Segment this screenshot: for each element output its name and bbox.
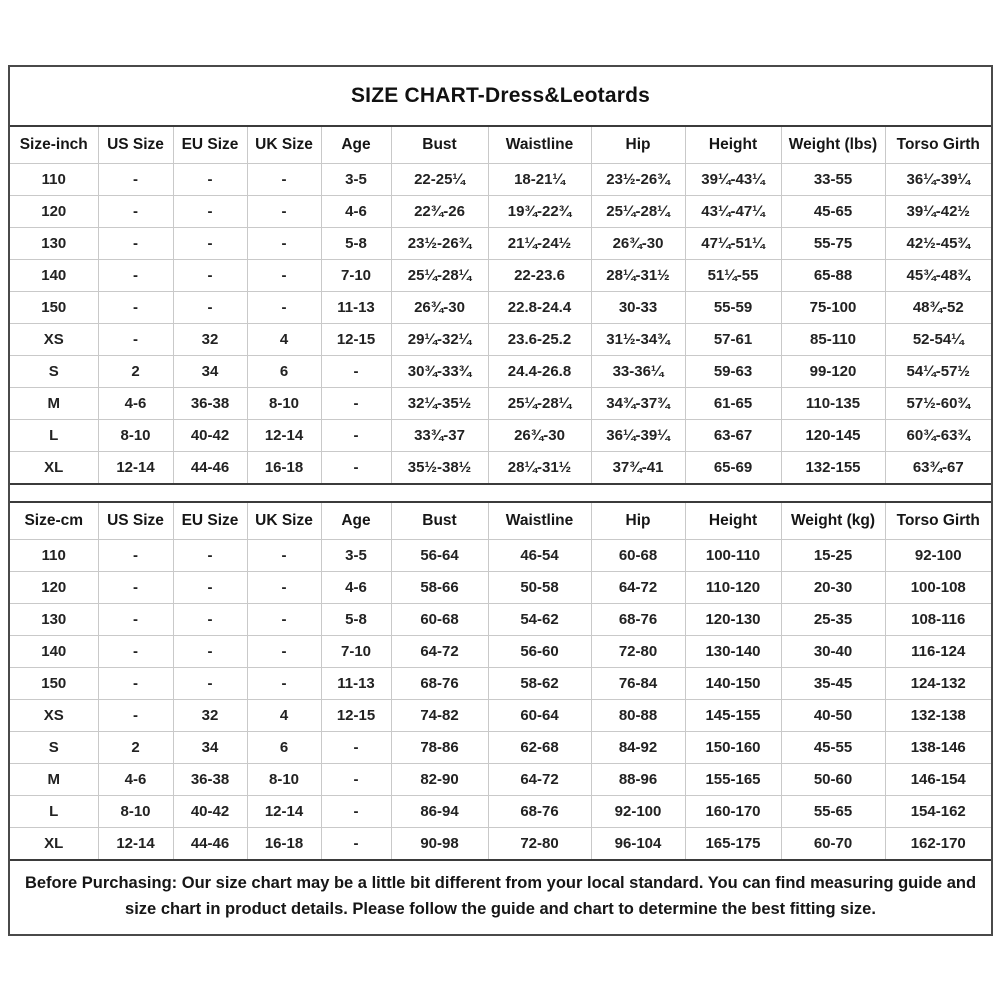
header-row [10,502,991,540]
table-cell: 33-36¼ [591,356,685,388]
table-cell: 19¾-22¾ [488,196,591,228]
table-cell: - [98,164,173,196]
table-cell: 8-10 [98,420,173,452]
table-cell: 92-100 [591,796,685,828]
header-row [10,126,991,164]
table-cell: 29¼-32¼ [391,324,488,356]
table-cell: M [10,764,98,796]
table-cell: 39¼-42½ [885,196,991,228]
table-cell: 31½-34¾ [591,324,685,356]
table-row [10,796,991,828]
table-cell: 26¾-30 [591,228,685,260]
table-cell: 50-58 [488,572,591,604]
size-table-inch [10,125,991,485]
table-cell: 154-162 [885,796,991,828]
table-cell: 145-155 [685,700,781,732]
table-cell: 35½-38½ [391,452,488,485]
table-cell: 12-15 [321,700,391,732]
table-cell: 76-84 [591,668,685,700]
table-cell: 74-82 [391,700,488,732]
table-cell: - [173,292,247,324]
column-header: Bust [391,502,488,540]
table-cell: 48¾-52 [885,292,991,324]
table-cell: - [98,260,173,292]
table-cell: 58-62 [488,668,591,700]
table-cell: - [247,164,321,196]
table-cell: - [247,228,321,260]
table-cell: 124-132 [885,668,991,700]
table-cell: XL [10,828,98,861]
table-cell: 58-66 [391,572,488,604]
table-cell: 132-138 [885,700,991,732]
table-cell: 64-72 [488,764,591,796]
column-header: UK Size [247,126,321,164]
table-cell: 20-30 [781,572,885,604]
table-cell: 34¾-37¾ [591,388,685,420]
table-row [10,452,991,485]
table-cell: 88-96 [591,764,685,796]
table-cell: 2 [98,356,173,388]
table-cell: - [173,260,247,292]
table-cell: 22-25¼ [391,164,488,196]
column-header: UK Size [247,502,321,540]
table-cell: 26¾-30 [391,292,488,324]
table-cell: 45-55 [781,732,885,764]
table-cell: 63¾-67 [885,452,991,485]
table-cell: 11-13 [321,292,391,324]
table-cell: 28¼-31½ [488,452,591,485]
column-header: Waistline [488,126,591,164]
table-cell: 120 [10,572,98,604]
table-cell: - [173,228,247,260]
table-cell: 26¾-30 [488,420,591,452]
table-row [10,636,991,668]
table-cell: - [173,164,247,196]
table-cell: 54¼-57½ [885,356,991,388]
table-row [10,228,991,260]
table-row [10,196,991,228]
table-cell: - [98,540,173,572]
table-cell: 84-92 [591,732,685,764]
table-cell: 55-59 [685,292,781,324]
table-cell: 57-61 [685,324,781,356]
table-cell: - [247,636,321,668]
table-cell: 110 [10,540,98,572]
table-cell: 155-165 [685,764,781,796]
table-cell: 52-54¼ [885,324,991,356]
table-cell: - [321,356,391,388]
table-cell: - [98,604,173,636]
table-cell: 4-6 [98,764,173,796]
table-cell: 140 [10,260,98,292]
table-cell: 165-175 [685,828,781,861]
table-cell: 110-120 [685,572,781,604]
table-cell: 35-45 [781,668,885,700]
table-cell: M [10,388,98,420]
table-cell: - [98,196,173,228]
table-cell: S [10,732,98,764]
table-cell: 64-72 [591,572,685,604]
table-cell: 40-42 [173,420,247,452]
table-cell: 130-140 [685,636,781,668]
table-cell: 8-10 [98,796,173,828]
table-cell: 150-160 [685,732,781,764]
table-cell: 72-80 [488,828,591,861]
table-cell: 7-10 [321,260,391,292]
table-cell: 30-33 [591,292,685,324]
table-row [10,668,991,700]
table-cell: 100-108 [885,572,991,604]
table-cell: 4-6 [98,388,173,420]
table-row [10,260,991,292]
table-cell: 108-116 [885,604,991,636]
table-row [10,700,991,732]
table-cell: 46-54 [488,540,591,572]
size-table-cm [10,501,991,861]
table-cell: 21¼-24½ [488,228,591,260]
footer-note-line2: size chart in product details. Please follow the guide and chart to determine the best fitting size. [125,899,876,918]
table-gap [10,485,991,501]
table-row [10,388,991,420]
table-cell: 86-94 [391,796,488,828]
table-cell: 110-135 [781,388,885,420]
table-cell: 56-64 [391,540,488,572]
column-header: Age [321,126,391,164]
table-cell: 37¾-41 [591,452,685,485]
table-cell: - [247,196,321,228]
table-cell: 22.8-24.4 [488,292,591,324]
table-cell: 22-23.6 [488,260,591,292]
table-cell: 5-8 [321,604,391,636]
table-cell: 42½-45¾ [885,228,991,260]
table-cell: 120-145 [781,420,885,452]
table-cell: - [321,388,391,420]
table-cell: 7-10 [321,636,391,668]
table-row [10,604,991,636]
table-cell: 60-70 [781,828,885,861]
table-cell: - [247,572,321,604]
table-cell: 60-68 [591,540,685,572]
table-cell: - [173,668,247,700]
table-cell: 51¼-55 [685,260,781,292]
table-cell: 140-150 [685,668,781,700]
table-cell: 44-46 [173,452,247,485]
table-cell: 25¼-28¼ [488,388,591,420]
table-cell: - [98,636,173,668]
table-row [10,324,991,356]
table-cell: 130 [10,604,98,636]
table-cell: 40-50 [781,700,885,732]
table-cell: 82-90 [391,764,488,796]
column-header: US Size [98,126,173,164]
table-cell: 8-10 [247,388,321,420]
table-cell: 90-98 [391,828,488,861]
table-cell: 116-124 [885,636,991,668]
table-cell: - [247,292,321,324]
table-cell: 44-46 [173,828,247,861]
table-cell: 12-15 [321,324,391,356]
table-cell: - [173,572,247,604]
table-cell: XL [10,452,98,485]
table-cell: S [10,356,98,388]
table-cell: 30¾-33¾ [391,356,488,388]
table-row [10,732,991,764]
table-cell: 65-88 [781,260,885,292]
table-cell: - [173,636,247,668]
table-cell: 78-86 [391,732,488,764]
table-cell: 146-154 [885,764,991,796]
table-cell: - [98,228,173,260]
table-cell: 68-76 [591,604,685,636]
table-cell: 18-21¼ [488,164,591,196]
column-header: US Size [98,502,173,540]
table-cell: 55-65 [781,796,885,828]
table-cell: 132-155 [781,452,885,485]
table-cell: 61-65 [685,388,781,420]
table-cell: 45-65 [781,196,885,228]
table-cell: 75-100 [781,292,885,324]
table-cell: 68-76 [488,796,591,828]
column-header: Torso Girth [885,126,991,164]
column-header: Torso Girth [885,502,991,540]
column-header: Weight (lbs) [781,126,885,164]
table-cell: 23.6-25.2 [488,324,591,356]
table-cell: 138-146 [885,732,991,764]
size-chart-box [8,65,993,936]
table-cell: 120-130 [685,604,781,636]
table-cell: 100-110 [685,540,781,572]
table-cell: 36-38 [173,388,247,420]
table-cell: 68-76 [391,668,488,700]
table-cell: 4-6 [321,572,391,604]
table-cell: - [321,732,391,764]
table-cell: 40-42 [173,796,247,828]
table-cell: 3-5 [321,540,391,572]
table-cell: 80-88 [591,700,685,732]
table-cell: 160-170 [685,796,781,828]
table-cell: - [247,604,321,636]
table-cell: 45¾-48¾ [885,260,991,292]
page-title: SIZE CHART-Dress&Leotards [350,84,651,107]
table-cell: 63-67 [685,420,781,452]
table-cell: 32¼-35½ [391,388,488,420]
table-cell: 99-120 [781,356,885,388]
table-cell: 64-72 [391,636,488,668]
table-cell: - [321,796,391,828]
table-cell: 12-14 [247,420,321,452]
column-header: Weight (kg) [781,502,885,540]
column-header: Hip [591,126,685,164]
column-header: Waistline [488,502,591,540]
table-row [10,572,991,604]
table-cell: 6 [247,356,321,388]
table-cell: 56-60 [488,636,591,668]
table-cell: 25¼-28¼ [391,260,488,292]
table-cell: 150 [10,668,98,700]
table-cell: 4-6 [321,196,391,228]
table-row [10,292,991,324]
table-cell: 32 [173,324,247,356]
table-cell: L [10,796,98,828]
table-cell: 162-170 [885,828,991,861]
table-cell: 39¼-43¼ [685,164,781,196]
table-cell: 24.4-26.8 [488,356,591,388]
column-header: Bust [391,126,488,164]
table-row [10,828,991,861]
table-cell: 60-68 [391,604,488,636]
column-header: Size-cm [10,502,98,540]
table-cell: - [98,700,173,732]
table-cell: XS [10,700,98,732]
table-cell: 12-14 [247,796,321,828]
table-cell: 62-68 [488,732,591,764]
column-header: Height [685,502,781,540]
table-cell: - [247,668,321,700]
table-row [10,164,991,196]
table-cell: 4 [247,324,321,356]
table-cell: 60¾-63¾ [885,420,991,452]
table-cell: - [321,764,391,796]
table-cell: 65-69 [685,452,781,485]
table-cell: 36¼-39¼ [591,420,685,452]
table-cell: 47¼-51¼ [685,228,781,260]
column-header: EU Size [173,126,247,164]
table-cell: 33¾-37 [391,420,488,452]
table-cell: 32 [173,700,247,732]
footer-note [10,861,991,934]
table-cell: 57½-60¾ [885,388,991,420]
table-cell: 150 [10,292,98,324]
table-cell: 3-5 [321,164,391,196]
table-cell: 6 [247,732,321,764]
table-cell: 11-13 [321,668,391,700]
column-header: Age [321,502,391,540]
table-cell: 16-18 [247,452,321,485]
table-cell: - [173,540,247,572]
table-cell: 110 [10,164,98,196]
table-cell: XS [10,324,98,356]
column-header: Hip [591,502,685,540]
table-row [10,764,991,796]
table-cell: 15-25 [781,540,885,572]
table-cell: 92-100 [885,540,991,572]
table-row [10,420,991,452]
table-row [10,540,991,572]
column-header: Height [685,126,781,164]
table-cell: - [321,452,391,485]
table-cell: 2 [98,732,173,764]
table-cell: - [247,260,321,292]
table-cell: - [98,668,173,700]
table-cell: 8-10 [247,764,321,796]
table-cell: 25-35 [781,604,885,636]
table-cell: 60-64 [488,700,591,732]
table-cell: - [321,828,391,861]
table-cell: 43¼-47¼ [685,196,781,228]
table-cell: 55-75 [781,228,885,260]
table-cell: 33-55 [781,164,885,196]
table-cell: 120 [10,196,98,228]
table-cell: 36-38 [173,764,247,796]
table-cell: - [173,196,247,228]
table-cell: 12-14 [98,828,173,861]
table-cell: 72-80 [591,636,685,668]
table-cell: 12-14 [98,452,173,485]
table-cell: 85-110 [781,324,885,356]
table-cell: - [173,604,247,636]
table-cell: 22¾-26 [391,196,488,228]
table-cell: 59-63 [685,356,781,388]
table-cell: 25¼-28¼ [591,196,685,228]
table-cell: 96-104 [591,828,685,861]
table-cell: L [10,420,98,452]
table-cell: - [98,572,173,604]
table-cell: - [321,420,391,452]
table-cell: 130 [10,228,98,260]
table-cell: 5-8 [321,228,391,260]
column-header: Size-inch [10,126,98,164]
table-cell: 4 [247,700,321,732]
table-cell: 50-60 [781,764,885,796]
table-cell: 54-62 [488,604,591,636]
column-header: EU Size [173,502,247,540]
table-cell: - [247,540,321,572]
table-cell: 34 [173,356,247,388]
table-cell: 28¼-31½ [591,260,685,292]
footer-note-line1: Before Purchasing: Our size chart may be a little bit different from your local standard. You can find measuring guide and [24,874,977,892]
table-cell: 23½-26¾ [591,164,685,196]
table-cell: 34 [173,732,247,764]
table-cell: - [98,292,173,324]
table-cell: 36¼-39¼ [885,164,991,196]
table-cell: 140 [10,636,98,668]
table-cell: 30-40 [781,636,885,668]
table-cell: 23½-26¾ [391,228,488,260]
table-cell: 16-18 [247,828,321,861]
table-row [10,356,991,388]
table-cell: - [98,324,173,356]
